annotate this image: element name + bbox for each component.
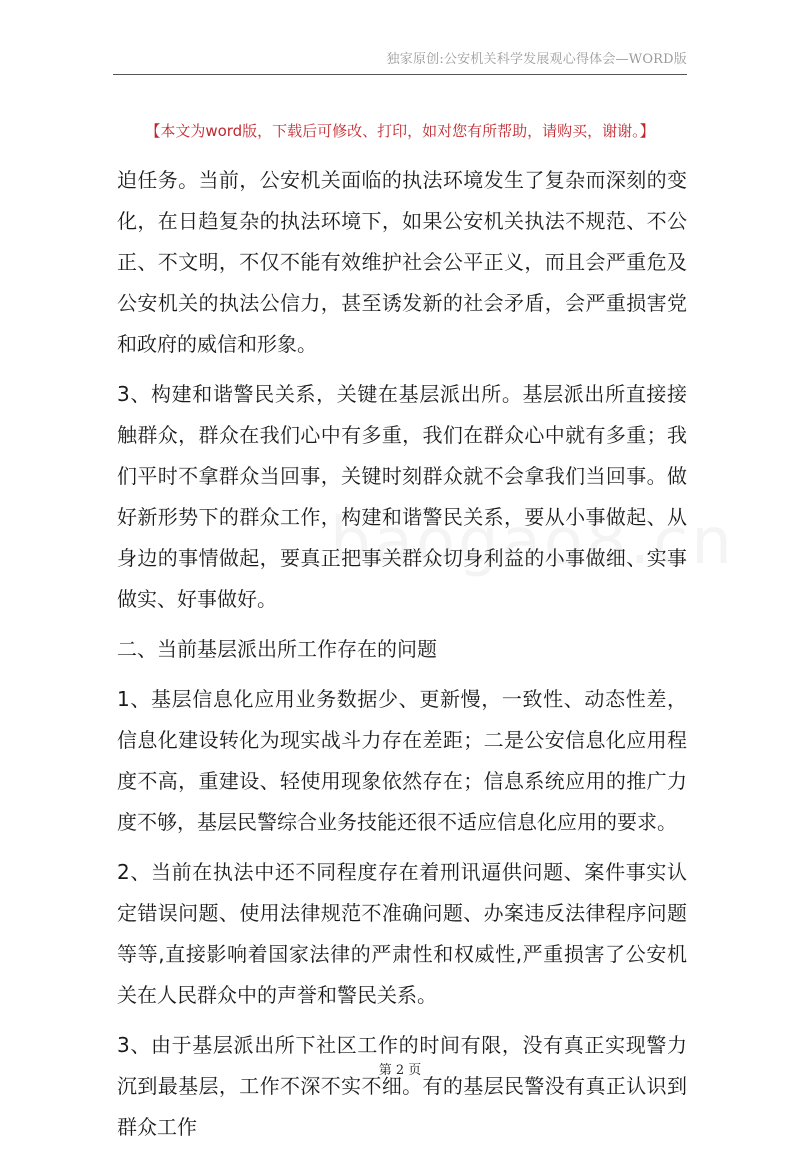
paragraph: 3、构建和谐警民关系，关键在基层派出所。基层派出所直接接触群众，群众在我们心中有多重，我们在群众心中就有多重；我们平时不拿群众当回事，关键时刻群众就不会拿我们当回事。做好新形势下的群众工作，构建和谐警民关系，要从小事做起、从身边的事情做起，要真正把事关群众切身利益的小事做细、实事做实、好事做好。 (117, 382, 687, 611)
page-number: 第 2 页 (378, 1063, 422, 1078)
document-body (117, 160, 687, 1157)
paragraph: 1、基层信息化应用业务数据少、更新慢，一致性、动态性差，信息化建设转化为现实战斗力存在差距；二是公安信息化应用程度不高，重建设、轻使用现象依然存在；信息系统应用的推广力度不够，基层民警综合业务技能还很不适应信息化应用的要求。 (117, 687, 687, 834)
section-heading: 二、当前基层派出所工作存在的问题 (117, 637, 437, 661)
running-header: 独家原创:公安机关科学发展观心得体会—WORD版 (386, 52, 687, 67)
header-divider (113, 74, 687, 75)
paragraph: 3、由于基层派出所下社区工作的时间有限，没有真正实现警力沉到最基层，工作不深不实不细。有的基层民警没有真正认识到群众工作 (117, 1033, 687, 1139)
purchase-notice: 【本文为word版，下载后可修改、打印，如对您有所帮助，请购买，谢谢。】 (145, 122, 655, 140)
paragraph: 迫任务。当前，公安机关面临的执法环境发生了复杂而深刻的变化，在日趋复杂的执法环境下，如果公安机关执法不规范、不公正、不文明，不仅不能有效维护社会公平正义，而且会严重危及公安机关的执法公信力，甚至诱发新的社会矛盾，会严重损害党和政府的威信和形象。 (117, 168, 687, 356)
paragraph: 2、当前在执法中还不同程度存在着刑讯逼供问题、案件事实认定错误问题、使用法律规范不准确问题、办案违反法律程序问题等等,直接影响着国家法律的严肃性和权威性,严重损害了公安机关在人民群众中的声誉和警民关系。 (117, 860, 687, 1007)
